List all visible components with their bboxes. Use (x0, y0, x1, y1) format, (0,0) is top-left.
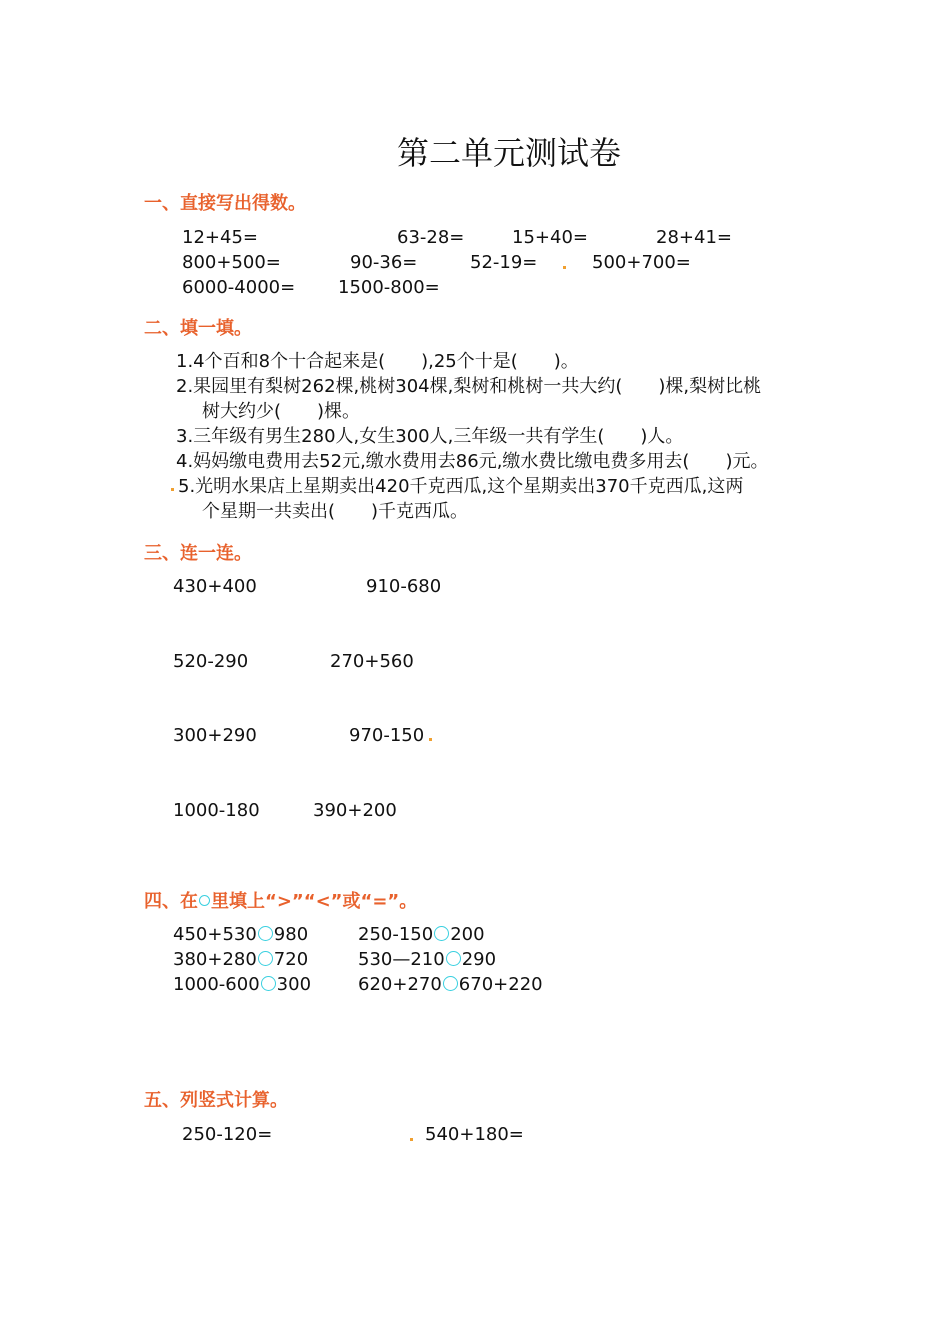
mark-dot (410, 1138, 413, 1141)
section-3-heading: 三、连一连。 (144, 543, 252, 564)
problem: 12+45= (182, 227, 258, 248)
match-left: 1000-180 (173, 800, 260, 821)
compare-circle[interactable] (261, 976, 276, 991)
problem: 540+180= (425, 1124, 524, 1145)
match-right: 270+560 (330, 651, 414, 672)
circle-icon (199, 895, 210, 906)
compare-item: 380+280 720 (173, 949, 309, 970)
compare-circle[interactable] (258, 926, 273, 941)
problem: 90-36= (350, 252, 418, 273)
section-4-heading-a: 四、在 (144, 891, 198, 912)
problem: 250-120= (182, 1124, 273, 1145)
section-5-heading: 五、列竖式计算。 (144, 1090, 288, 1111)
problem: 6000-4000= (182, 277, 296, 298)
question-line: 3.三年级有男生280人,女生300人,三年级一共有学生( )人。 (176, 426, 684, 447)
compare-circle[interactable] (434, 926, 449, 941)
problem: 63-28= (397, 227, 465, 248)
match-right: 390+200 (313, 800, 397, 821)
problem: 28+41= (656, 227, 732, 248)
problem: 500+700= (592, 252, 691, 273)
match-right: 910-680 (366, 576, 442, 597)
section-2-heading: 二、填一填。 (144, 318, 252, 339)
question-line: 树大约少( )棵。 (202, 401, 361, 422)
match-left: 430+400 (173, 576, 257, 597)
problem: 800+500= (182, 252, 281, 273)
question-line: 2.果园里有梨树262棵,桃树304棵,梨树和桃树一共大约( )棵,梨树比桃 (176, 376, 762, 397)
match-left: 520-290 (173, 651, 249, 672)
problem: 52-19= (470, 252, 538, 273)
question-line: 4.妈妈缴电费用去52元,缴水费用去86元,缴水费比缴电费多用去( )元。 (176, 451, 769, 472)
compare-item: 530—210 290 (358, 949, 497, 970)
question-line: 5.光明水果店上星期卖出420千克西瓜,这个星期卖出370千克西瓜,这两 (178, 476, 744, 497)
mark-dot (171, 488, 174, 491)
compare-circle[interactable] (258, 951, 273, 966)
section-4-heading-b: 里填上“>”“<”或“=”。 (211, 891, 418, 912)
question-line: 个星期一共卖出( )千克西瓜。 (202, 501, 469, 522)
page-title: 第二单元测试卷 (396, 134, 621, 172)
match-left: 300+290 (173, 725, 257, 746)
section-4-heading (144, 887, 417, 913)
compare-item: 450+530 980 (173, 924, 309, 945)
compare-circle[interactable] (443, 976, 458, 991)
mark-dot (563, 266, 566, 269)
question-line: 1.4个百和8个十合起来是( ),25个十是( )。 (176, 351, 579, 372)
compare-item: 1000-600 300 (173, 974, 312, 995)
problem: 1500-800= (338, 277, 440, 298)
match-right: 970-150 (349, 725, 425, 746)
compare-item: 620+270 670+220 (358, 974, 543, 995)
compare-circle[interactable] (446, 951, 461, 966)
mark-dot (429, 738, 432, 741)
compare-item: 250-150 200 (358, 924, 485, 945)
section-1-heading: 一、直接写出得数。 (144, 193, 306, 214)
problem: 15+40= (512, 227, 588, 248)
